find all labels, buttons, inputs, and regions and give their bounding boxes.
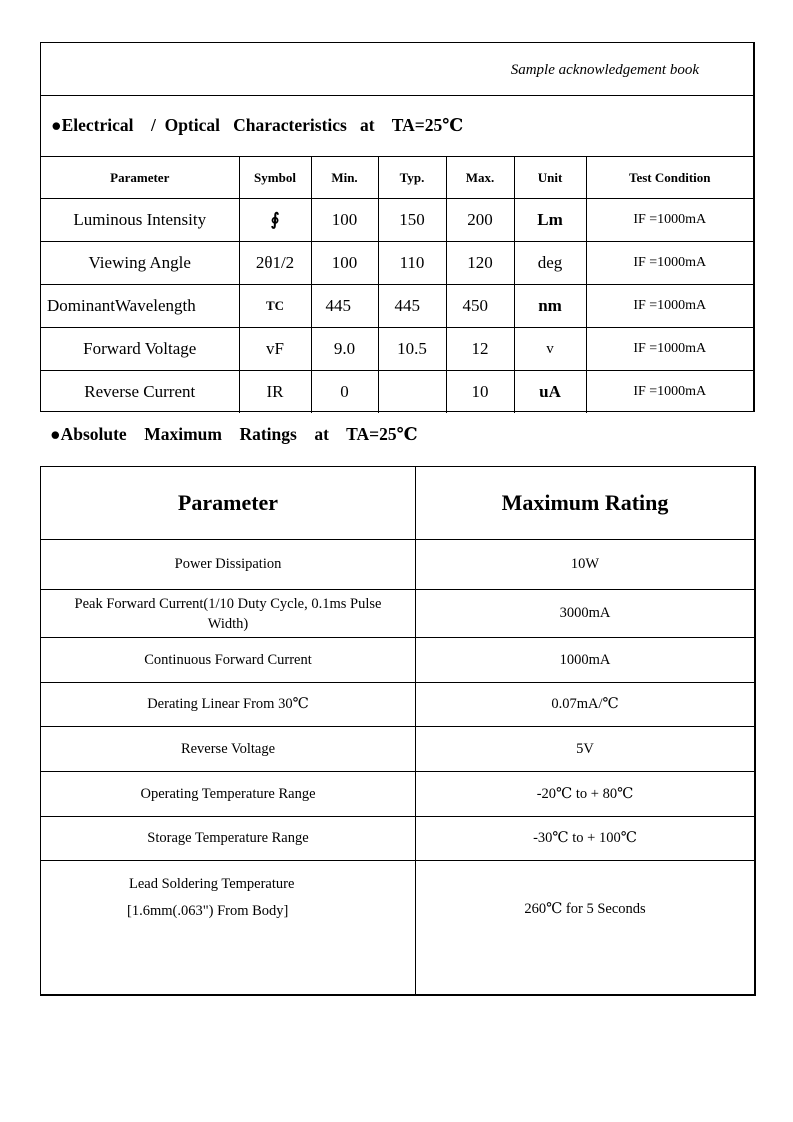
column-header: Unit [514, 157, 586, 199]
parameter-cell: Derating Linear From 30℃ [41, 683, 416, 727]
lead-soldering-line-1: Lead Soldering Temperature [129, 876, 295, 892]
absolute-maximum-ratings-table [40, 466, 756, 996]
table-row [41, 285, 753, 328]
acknowledgement-text: Sample acknowledgement book [510, 62, 699, 78]
column-header: Typ. [378, 157, 446, 199]
condition-cell: IF =1000mA [586, 328, 753, 371]
condition-cell: IF =1000mA [586, 199, 753, 242]
column-header: Min. [311, 157, 378, 199]
column-header: Test Condition [586, 157, 753, 199]
condition-cell: IF =1000mA [586, 285, 753, 328]
column-header: Parameter [41, 157, 239, 199]
parameter-cell: Luminous Intensity [41, 199, 239, 242]
table-row [41, 683, 756, 727]
table-row [41, 540, 756, 590]
table-row [41, 371, 753, 414]
unit-cell: nm [514, 285, 586, 328]
absolute-section-title: ●Absolute Maximum Ratings at TA=25℃ [50, 424, 418, 444]
parameter-cell: Forward Voltage [41, 328, 239, 371]
table-row [41, 638, 756, 683]
parameter-cell: DominantWavelength [41, 285, 239, 328]
typ-cell: 150 [378, 199, 446, 242]
rating-cell: 1000mA [416, 638, 756, 683]
rating-cell: -30℃ to + 100℃ [416, 817, 756, 861]
max-cell: 10 [446, 371, 514, 414]
min-cell: 445 [311, 285, 378, 328]
table-row [41, 242, 753, 285]
unit-cell: deg [514, 242, 586, 285]
max-cell: 200 [446, 199, 514, 242]
parameter-cell: Power Dissipation [41, 540, 416, 590]
lead-soldering-line-2: [1.6mm(.063") From Body] [127, 903, 289, 919]
min-cell: 9.0 [311, 328, 378, 371]
typ-cell [378, 371, 446, 414]
unit-cell: v [514, 328, 586, 371]
typ-cell: 110 [378, 242, 446, 285]
symbol-cell: ∮ [239, 199, 311, 242]
parameter-cell: Storage Temperature Range [41, 817, 416, 861]
min-cell: 100 [311, 199, 378, 242]
table-header-row [41, 467, 756, 540]
min-cell: 0 [311, 371, 378, 414]
symbol-cell: IR [239, 371, 311, 414]
typ-cell: 10.5 [378, 328, 446, 371]
parameter-cell [41, 861, 416, 995]
typ-cell: 445 [378, 285, 446, 328]
parameter-cell: Continuous Forward Current [41, 638, 416, 683]
table-row [41, 861, 756, 995]
column-header: Maximum Rating [416, 467, 756, 540]
column-header: Symbol [239, 157, 311, 199]
min-cell: 100 [311, 242, 378, 285]
rating-cell: 10W [416, 540, 756, 590]
header-row [41, 43, 753, 96]
parameter-cell: Viewing Angle [41, 242, 239, 285]
rating-cell: 3000mA [416, 590, 756, 638]
max-cell: 120 [446, 242, 514, 285]
parameter-cell: Operating Temperature Range [41, 772, 416, 817]
electrical-title-row [41, 96, 753, 157]
table-row [41, 772, 756, 817]
unit-cell: uA [514, 371, 586, 414]
condition-cell: IF =1000mA [586, 242, 753, 285]
rating-cell: -20℃ to + 80℃ [416, 772, 756, 817]
table-header-row [41, 157, 753, 199]
table-row [41, 199, 753, 242]
table-row [41, 817, 756, 861]
symbol-cell: TC [239, 285, 311, 328]
rating-cell: 260℃ for 5 Seconds [416, 861, 756, 995]
table-row [41, 727, 756, 772]
table-row [41, 590, 756, 638]
unit-cell: Lm [514, 199, 586, 242]
column-header: Max. [446, 157, 514, 199]
rating-cell: 5V [416, 727, 756, 772]
rating-cell: 0.07mA/℃ [416, 683, 756, 727]
parameter-cell: Reverse Current [41, 371, 239, 414]
parameter-cell: Peak Forward Current(1/10 Duty Cycle, 0.1ms Pulse Width) [41, 590, 416, 638]
electrical-section-title: ●Electrical / Optical Characteristics at TA=25℃ [51, 115, 464, 135]
max-cell: 450 [446, 285, 514, 328]
symbol-cell: 2θ1/2 [239, 242, 311, 285]
electrical-characteristics-table [41, 157, 753, 413]
electrical-section-frame [40, 42, 755, 412]
column-header: Parameter [41, 467, 416, 540]
symbol-cell: vF [239, 328, 311, 371]
parameter-cell: Reverse Voltage [41, 727, 416, 772]
max-cell: 12 [446, 328, 514, 371]
table-row [41, 328, 753, 371]
condition-cell: IF =1000mA [586, 371, 753, 414]
